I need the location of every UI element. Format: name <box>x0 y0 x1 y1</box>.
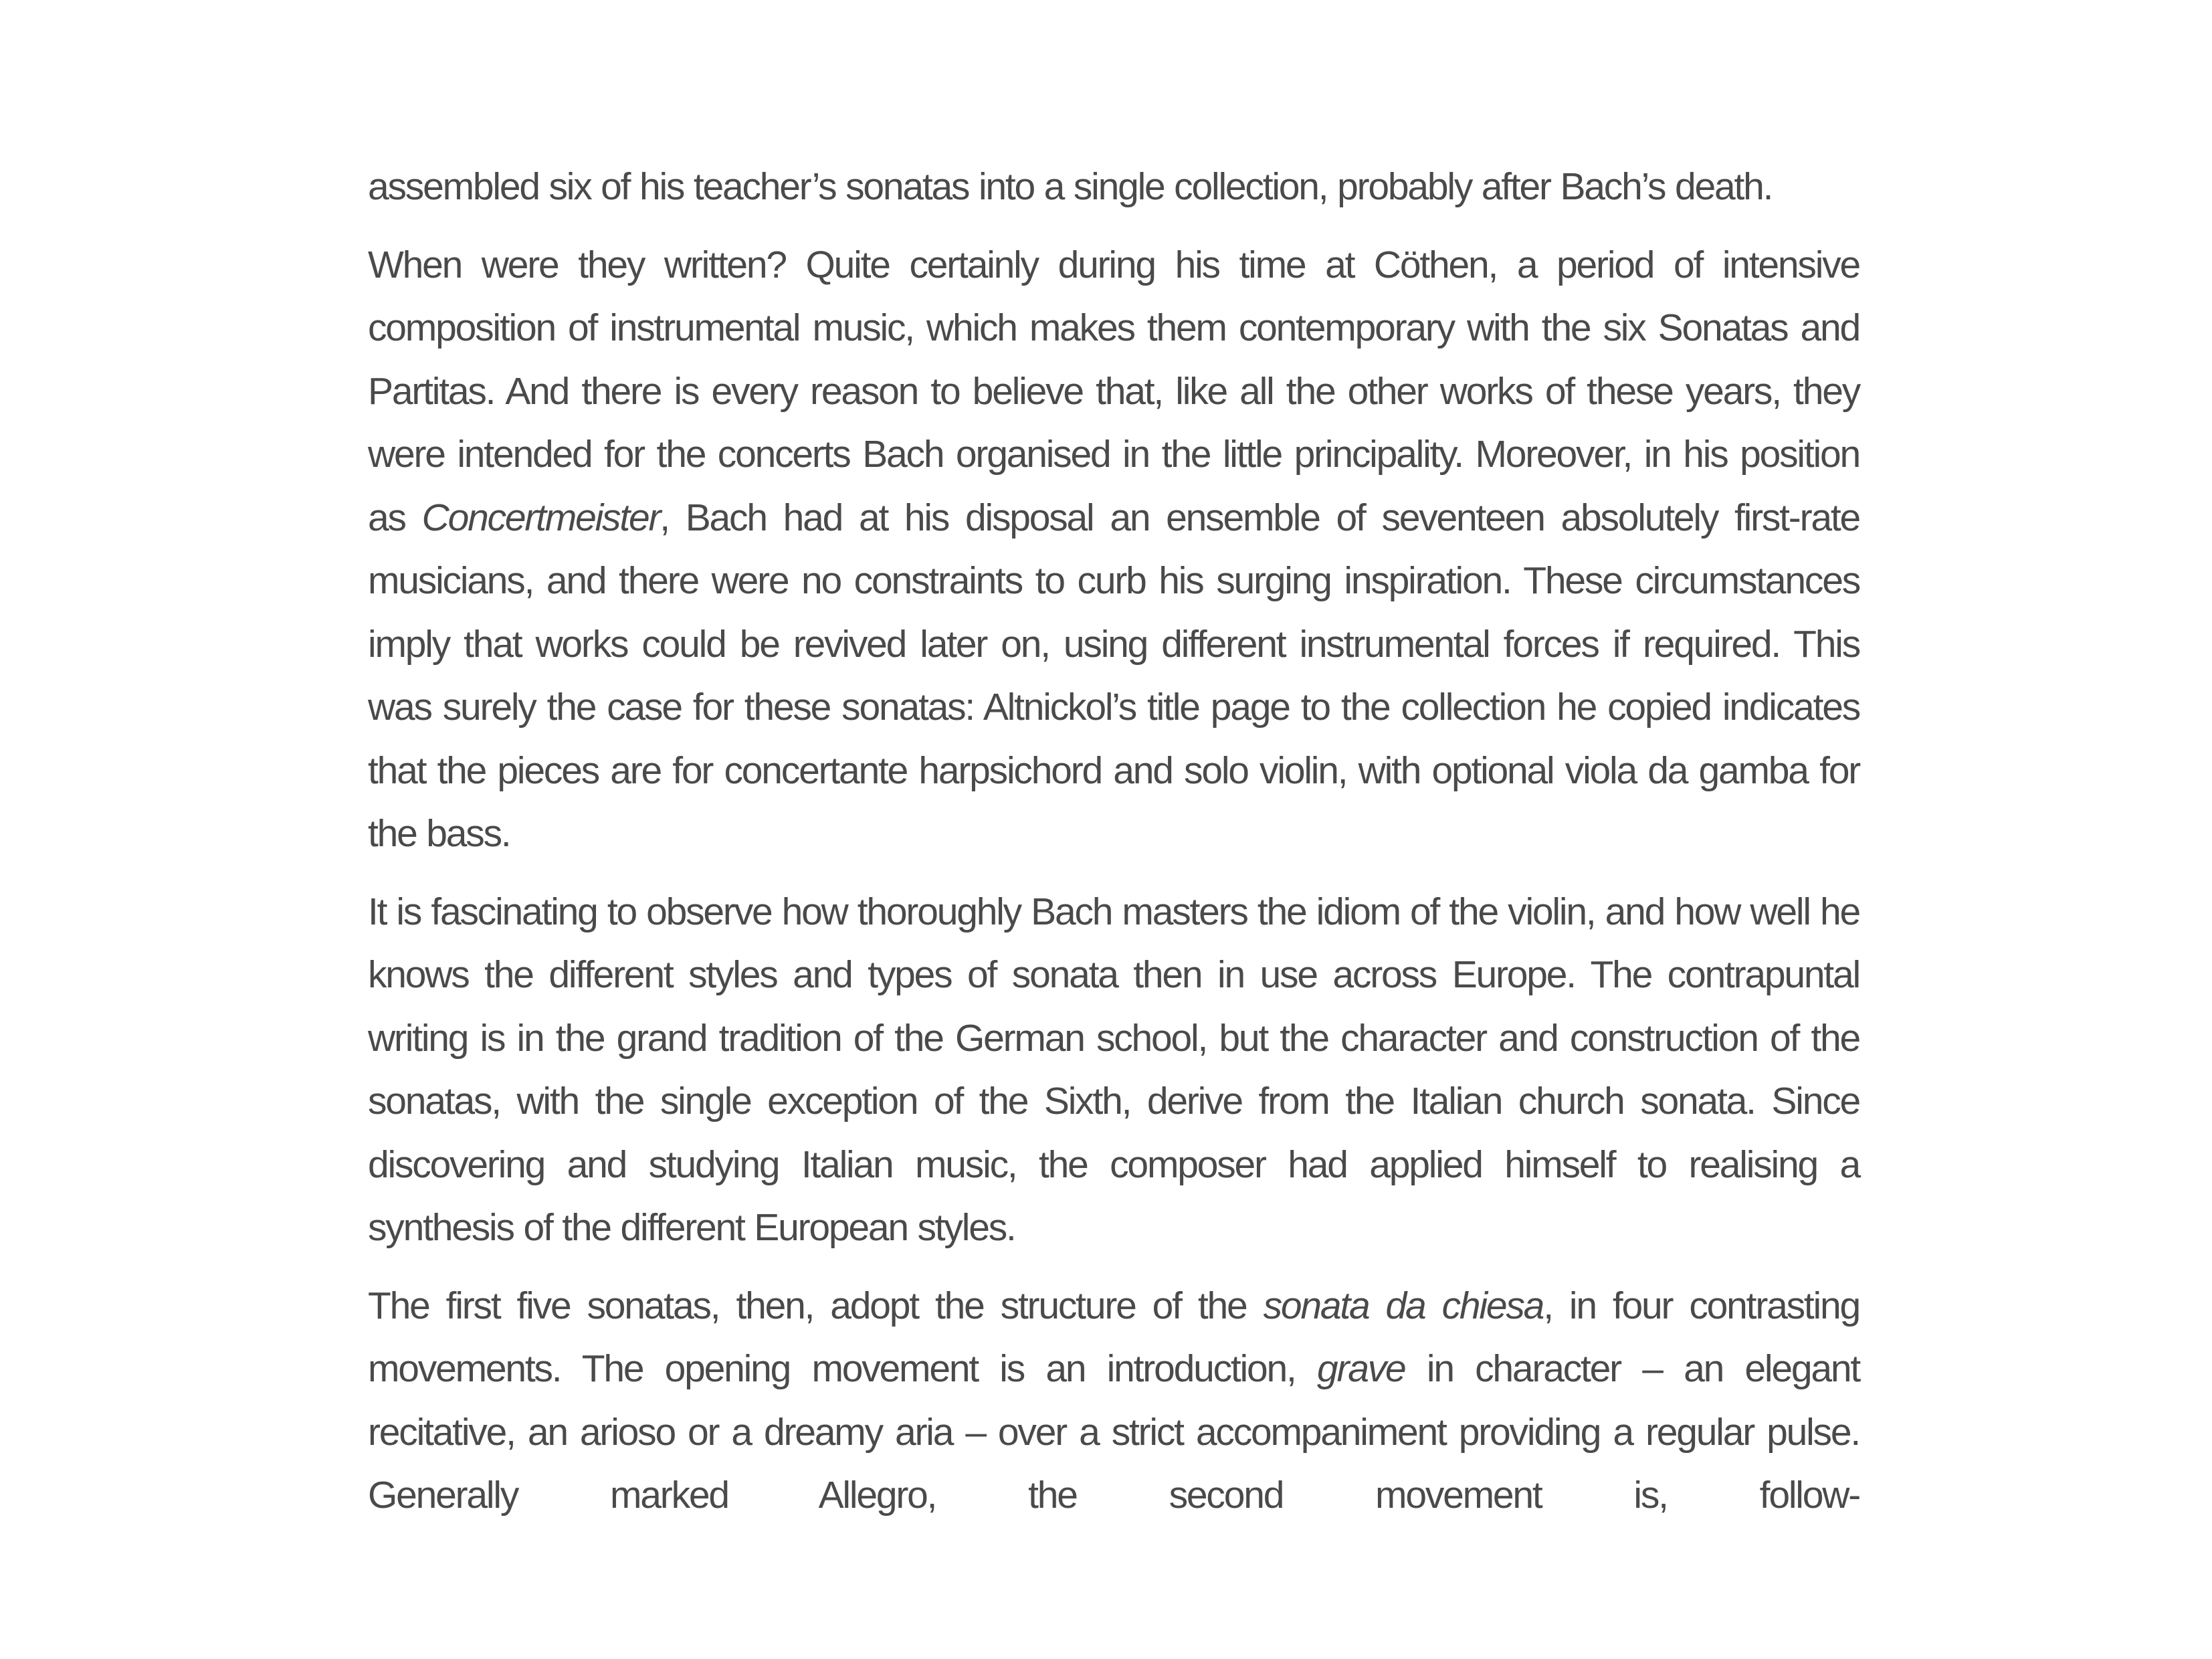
text-segment: When were they written? Quite certainly during his time at Cöthen, a period of intensive composition of instrumental music, which makes them contemporary with the six Sonatas and Partitas. And there is every reason to believe that, like all the other works of these years, they were intended for the concerts Bach organised in the little principality. Moreover, in his position as <box>368 243 1859 539</box>
paragraph-4 <box>368 1274 1859 1527</box>
paragraph-3 <box>368 880 1859 1260</box>
paragraph-1 <box>368 155 1859 219</box>
italic-term: sonata da chiesa <box>1263 1284 1544 1327</box>
document-page <box>368 155 1859 1527</box>
paragraph-2 <box>368 233 1859 866</box>
text-segment: The first five sonatas, then, adopt the structure of the <box>368 1284 1264 1327</box>
italic-term: grave <box>1316 1347 1405 1390</box>
text-segment: in character – an elegant recitative, an arioso or a dreamy aria – over a strict accompaniment providing a regular pulse. Generally marked Allegro, the second movement is, follow- <box>368 1347 1860 1517</box>
text-segment: assembled six of his teacher’s sonatas into a single collection, probably after Bach’s death. <box>368 165 1773 208</box>
text-segment: , in four contrasting movements. The opening movement is an introduction, <box>368 1284 1860 1390</box>
italic-term: Concertmeister <box>421 496 660 539</box>
text-segment: , Bach had at his disposal an ensemble of seventeen absolutely first-rate musicians, and there were no constraints to curb his surging inspiration. These circumstances imply that works could be revived later on, using different instrumental forces if required. This was surely the case for these sonatas: Altnickol’s title page to the collection he copied indicates that the pieces are for concertante harpsichord and solo violin, with optional viola da gamba for the bass. <box>368 496 1860 855</box>
text-segment: It is fascinating to observe how thoroughly Bach masters the idiom of the violin, and how well he knows the different styles and types of sonata then in use across Europe. The contrapuntal writing is in the grand tradition of the German school, but the character and construction of the sonatas, with the single exception of the Sixth, derive from the Italian church sonata. Since discovering and studying Italian music, the composer had applied himself to realising a synthesis of the different European styles. <box>368 890 1859 1249</box>
